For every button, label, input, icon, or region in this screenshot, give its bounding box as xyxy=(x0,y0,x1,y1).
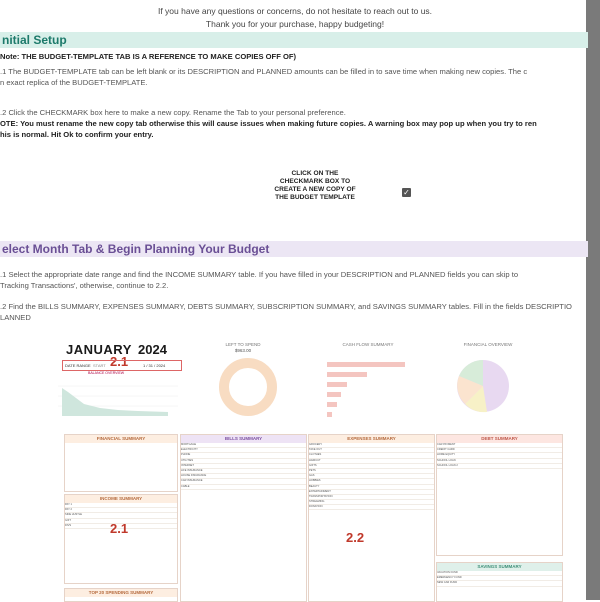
income-row[interactable]: PAY 2 xyxy=(65,508,177,513)
template-note: Note: THE BUDGET-TEMPLATE TAB IS A REFERENCE TO MAKE COPIES OFF OF) xyxy=(0,52,297,61)
year-title: 2024 xyxy=(138,342,167,357)
bills-row[interactable]: PHONE xyxy=(181,453,306,458)
income-row[interactable]: SIDE HUSTLE xyxy=(65,513,177,518)
top-20-spending-title: TOP 20 SPENDING SUMMARY xyxy=(65,589,177,597)
debt-row[interactable]: HOME EQUITY xyxy=(437,453,562,458)
debt-row[interactable]: SCHOOL LOAN xyxy=(437,459,562,464)
left-to-spend-value: $963.00 xyxy=(234,348,252,353)
bills-summary-panel xyxy=(180,434,307,602)
expense-row[interactable]: TRANSPORTATION xyxy=(309,495,434,500)
bills-row[interactable]: CAR INSURANCE xyxy=(181,479,306,484)
debt-row[interactable]: CAR PAYMENT xyxy=(437,443,562,448)
expense-row[interactable]: GIFTS xyxy=(309,464,434,469)
date-range-label: DATE RANGE xyxy=(65,363,91,368)
step-1-1-text-cont: n exact replica of the BUDGET-TEMPLATE. xyxy=(0,78,148,87)
contact-note: If you have any questions or concerns, do not hesitate to reach out to us. xyxy=(157,6,433,16)
expense-row[interactable]: BEAUTY xyxy=(309,485,434,490)
expense-row[interactable]: ENTERTAINMENT xyxy=(309,490,434,495)
financial-overview-pie xyxy=(451,354,515,418)
expense-row[interactable]: GROCERY xyxy=(309,443,434,448)
date-end: 1 / 31 / 2024 xyxy=(143,363,166,368)
expense-row[interactable]: DONATION xyxy=(309,505,434,510)
expenses-summary-panel xyxy=(308,434,435,602)
select-month-heading: elect Month Tab & Begin Planning Your Budget xyxy=(0,241,588,257)
bills-row[interactable]: UTILITIES xyxy=(181,459,306,464)
step-1-1-text: .1 The BUDGET-TEMPLATE tab can be left blank or its DESCRIPTION and PLANNED amounts can be filled in to save time when making new copies. The c xyxy=(0,67,528,76)
step-2-1-text-cont: Tracking Transactions', otherwise, continue to 2.2. xyxy=(0,281,169,290)
thanks-note: Thank you for your purchase, happy budgeting! xyxy=(205,19,385,29)
financial-summary-title: FINANCIAL SUMMARY xyxy=(65,435,177,443)
income-row[interactable]: PAY 1 xyxy=(65,503,177,508)
marker-2-2: 2.2 xyxy=(346,530,365,545)
savings-row[interactable]: NEW CAR FUND xyxy=(437,581,562,586)
date-start: START xyxy=(93,363,106,368)
bills-row[interactable]: ELECTRICITY xyxy=(181,448,306,453)
bills-row[interactable]: HOUSE INSURANCE xyxy=(181,474,306,479)
create-copy-checkbox[interactable]: ✓ xyxy=(403,188,410,197)
bills-row[interactable]: CABLE xyxy=(181,485,306,490)
debt-row[interactable]: CREDIT CARD xyxy=(437,448,562,453)
balance-area-chart xyxy=(58,378,178,418)
expense-row[interactable]: CLOTHES xyxy=(309,453,434,458)
financial-summary-panel xyxy=(64,434,178,492)
step-2-1-text: .1 Select the appropriate date range and find the INCOME SUMMARY table. If you have filled in your DESCRIPTION and PLANNED fields you can skip to xyxy=(0,270,519,279)
checkbox-instruction: CLICK ON THE CHECKMARK BOX TO CREATE A NEW COPY OF THE BUDGET TEMPLATE xyxy=(274,170,356,201)
budget-sheet-preview xyxy=(58,330,586,600)
cash-flow-chart xyxy=(313,354,425,420)
savings-summary-panel xyxy=(436,562,563,602)
left-to-spend-title: LEFT TO SPEND xyxy=(225,342,261,347)
date-range-box[interactable] xyxy=(62,360,182,371)
expenses-summary-title: EXPENSES SUMMARY xyxy=(309,435,434,443)
initial-setup-heading: nitial Setup xyxy=(0,32,588,48)
debt-summary-title: DEBT SUMMARY xyxy=(437,435,562,443)
step-2-2-text-cont: LANNED xyxy=(0,313,31,321)
savings-row[interactable]: VACATION FUND xyxy=(437,571,562,576)
savings-summary-title: SAVINGS SUMMARY xyxy=(437,563,562,571)
month-title: JANUARY xyxy=(66,342,132,357)
bills-row[interactable]: LIFE INSURANCE xyxy=(181,469,306,474)
income-row[interactable]: GIFT xyxy=(65,519,177,524)
marker-2-1-income: 2.1 xyxy=(110,521,129,536)
expense-row[interactable]: TAKE OUT xyxy=(309,448,434,453)
financial-overview-title: FINANCIAL OVERVIEW xyxy=(463,342,513,347)
cash-flow-title: CASH FLOW SUMMARY xyxy=(342,342,394,347)
expense-row[interactable]: HOBBIES xyxy=(309,479,434,484)
expense-row[interactable]: STREAMING xyxy=(309,500,434,505)
debt-summary-panel xyxy=(436,434,563,556)
expense-row[interactable]: GAS xyxy=(309,474,434,479)
rename-warning: OTE: You must rename the new copy tab otherwise this will cause issues when making future copies. A warning box may pop up when you try to ren xyxy=(0,119,537,128)
expense-row[interactable]: HAIRCUT xyxy=(309,459,434,464)
left-to-spend-donut xyxy=(216,355,280,419)
balance-overview-label: BALANCE OVERVIEW xyxy=(88,371,125,375)
expense-row[interactable]: PETS xyxy=(309,469,434,474)
debt-row[interactable]: SCHOOL LOAN 2 xyxy=(437,464,562,469)
step-1-2-text: .2 Click the CHECKMARK box here to make a new copy. Rename the Tab to your personal preference. xyxy=(0,108,346,117)
income-row[interactable]: DIVS xyxy=(65,524,177,529)
vertical-scrollbar[interactable] xyxy=(586,0,600,600)
marker-2-1-top: 2.1 xyxy=(110,354,129,369)
bills-summary-title: BILLS SUMMARY xyxy=(181,435,306,443)
bills-row[interactable]: INTERNET xyxy=(181,464,306,469)
income-summary-title: INCOME SUMMARY xyxy=(65,495,177,503)
bills-row[interactable]: MORTGAGE xyxy=(181,443,306,448)
savings-row[interactable]: EMERGENCY FUND xyxy=(437,576,562,581)
income-summary-panel xyxy=(64,494,178,584)
step-2-2-text: .2 Find the BILLS SUMMARY, EXPENSES SUMMARY, DEBTS SUMMARY, SUBSCRIPTION SUMMARY, and SAVINGS SUMMARY tables. Fill in the fields DESCRIPTIO xyxy=(0,302,572,311)
rename-warning-cont: his is normal. Hit Ok to confirm your entry. xyxy=(0,130,154,139)
